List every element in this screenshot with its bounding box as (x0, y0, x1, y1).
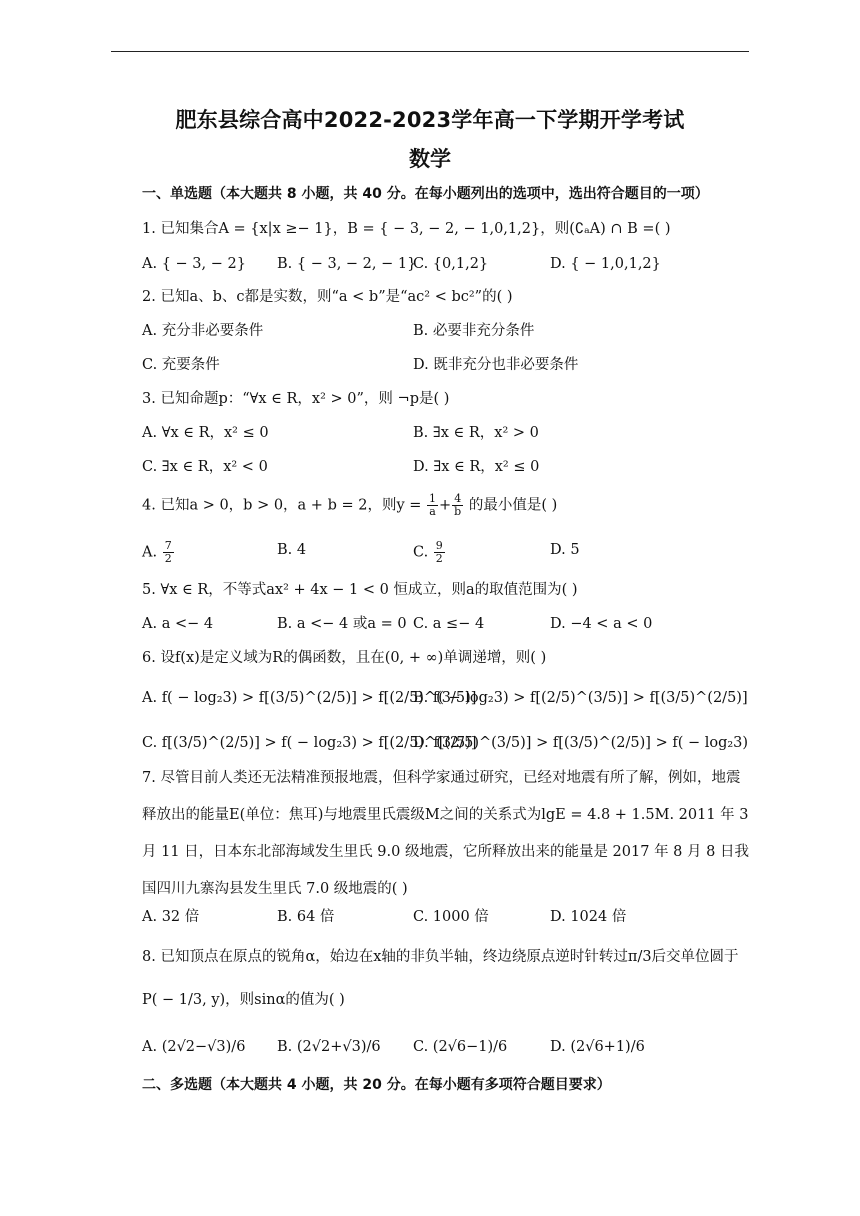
question-7-stem: 7. 尽管目前人类还无法精准预报地震，但科学家通过研究，已经对地震有所了解，例如，地震释放出的能量E(单位：焦耳)与地震里氏震级M之间的关系式为lgE = 4.8 + 1.5M. 2011 年 3 月 11 日，日本东北部海域发生里氏 9.0 级地震，它所释放出来的能量是 2017 年 8 月 8 日我国四川九寨沟县发生里氏 7.0 级地震的( ) (142, 770, 749, 897)
question-3-option-a: A. ∀x ∈ R，x² ≤ 0 (142, 425, 269, 441)
exam-subject: 数学 (409, 147, 451, 171)
question-4-option-b: B. 4 (277, 542, 307, 558)
question-2-option-b: B. 必要非充分条件 (413, 323, 535, 339)
question-4-stem: 4. 已知a > 0，b > 0，a + b = 2，则y = $\frac{1}{a}$ + $\frac{4}{b}$ 的最小值是( ) (142, 492, 558, 518)
question-3-stem: 3. 已知命题p：“∀x ∈ R，x² > 0”，则 ¬p是( ) (142, 391, 450, 407)
question-4-option-a: A. $\frac{7}{2}$ (142, 539, 172, 565)
question-2-option-a: A. 充分非必要条件 (142, 323, 264, 339)
question-1-option-d: D. { − 1,0,1,2} (550, 256, 661, 272)
question-6-option-a: A. f( − log₂3) > f[(3/5)^(2/5)] > f[(2/5)^(3/5)] (142, 690, 477, 706)
question-2-stem: 2. 已知a、b、c都是实数，则“a < b”是“ac² < bc²”的( ) (142, 289, 513, 305)
question-6-stem: 6. 设f(x)是定义域为R的偶函数，且在(0, + ∞)单调递增，则( ) (142, 650, 547, 666)
section-heading-multiple-choice: 二、多选题（本大题共 4 小题，共 20 分。在每小题有多项符合题目要求） (142, 1077, 611, 1093)
question-5-option-c: C. a ≤− 4 (413, 616, 485, 632)
question-8-option-b: B. (2√2+√3)/6 (277, 1039, 381, 1055)
question-8-option-a: A. (2√2−√3)/6 (142, 1039, 246, 1055)
question-5-stem: 5. ∀x ∈ R，不等式ax² + 4x − 1 < 0 恒成立，则a的取值范围为( ) (142, 582, 578, 598)
question-4-stem-post: 的最小值是( ) (468, 497, 558, 514)
question-1-option-b: B. { − 3, − 2, − 1} (277, 256, 417, 272)
question-2-option-d: D. 既非充分也非必要条件 (413, 357, 579, 373)
header-rule (111, 51, 749, 52)
question-8-stem-line-2: P( − 1/3, y)，则sinα的值为( ) (142, 992, 345, 1008)
question-4-option-d: D. 5 (550, 542, 580, 558)
question-3-option-c: C. ∃x ∈ R，x² < 0 (142, 459, 268, 475)
exam-title: 肥东县综合高中2022-2023学年高一下学期开学考试 (175, 108, 685, 132)
question-4-stem-pre: 4. 已知a > 0，b > 0，a + b = 2，则y = (142, 497, 422, 514)
question-1-option-a: A. { − 3, − 2} (142, 256, 246, 272)
question-4-option-c: C. $\frac{9}{2}$ (413, 539, 443, 565)
question-8-stem-line-1: 8. 已知顶点在原点的锐角α，始边在x轴的非负半轴，终边绕原点逆时针转过π/3后交单位圆于 (142, 949, 739, 965)
question-6-option-c: C. f[(3/5)^(2/5)] > f( − log₂3) > f[(2/5)^(3/5)] (142, 735, 477, 751)
section-heading-single-choice: 一、单选题（本大题共 8 小题，共 40 分。在每小题列出的选项中，选出符合题目的一项） (142, 186, 709, 202)
question-5-option-d: D. −4 < a < 0 (550, 616, 653, 632)
question-1-stem: 1. 已知集合A = {x|x ≥− 1}，B = { − 3, − 2, − 1,0,1,2}，则(∁ₐA) ∩ B =( ) (142, 221, 671, 237)
question-6-option-b: B. f( − log₂3) > f[(2/5)^(3/5)] > f[(3/5)^(2/5)] (413, 690, 748, 706)
question-7-option-d: D. 1024 倍 (550, 909, 627, 925)
question-5-option-a: A. a <− 4 (142, 616, 214, 632)
question-8-option-d: D. (2√6+1)/6 (550, 1039, 645, 1055)
fraction-1-over-a: $\frac{1}{a}$ (429, 492, 437, 518)
question-7-option-a: A. 32 倍 (142, 909, 200, 925)
question-7-option-c: C. 1000 倍 (413, 909, 489, 925)
question-6-option-d: D. f[(2/5)^(3/5)] > f[(3/5)^(2/5)] > f( − log₂3) (413, 735, 749, 751)
fraction-4-over-b: $\frac{4}{b}$ (454, 492, 462, 518)
question-3-option-b: B. ∃x ∈ R，x² > 0 (413, 425, 539, 441)
question-7-option-b: B. 64 倍 (277, 909, 335, 925)
question-5-option-b: B. a <− 4 或a = 0 (277, 616, 407, 632)
question-2-option-c: C. 充要条件 (142, 357, 220, 373)
question-3-option-d: D. ∃x ∈ R，x² ≤ 0 (413, 459, 540, 475)
question-1-option-c: C. {0,1,2} (413, 256, 489, 272)
question-8-option-c: C. (2√6−1)/6 (413, 1039, 508, 1055)
